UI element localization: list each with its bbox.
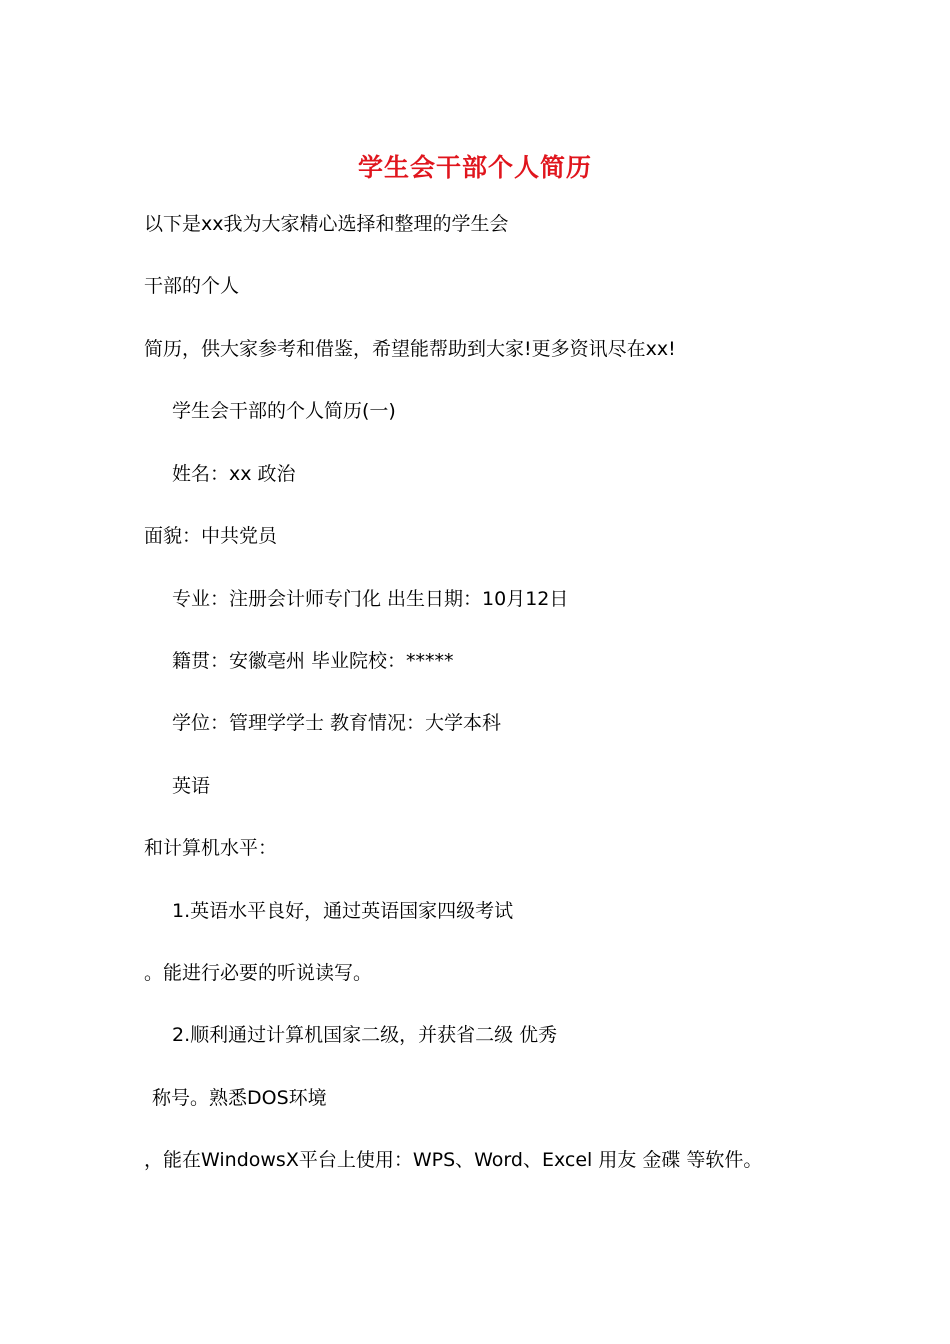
body-line: 以下是xx我为大家精心选择和整理的学生会 [144, 213, 509, 235]
body-line: 简历，供大家参考和借鉴，希望能帮助到大家!更多资讯尽在xx! [144, 338, 676, 360]
document-title: 学生会干部个人简历 [357, 153, 592, 182]
body-line: 和计算机水平： [144, 837, 278, 859]
body-line: 姓名：xx 政治 [172, 463, 296, 485]
body-line: 2.顺利通过计算机国家二级，并获省二级 优秀 [172, 1024, 558, 1046]
body-line: ，能在WindowsX平台上使用：WPS、Word、Excel 用友 金碟 等软件。 [144, 1149, 763, 1171]
body-line: 称号。熟悉DOS环境 [152, 1087, 327, 1109]
body-line: 学位：管理学学士 教育情况：大学本科 [172, 712, 502, 734]
body-line: 。能进行必要的听说读写。 [144, 962, 373, 984]
body-line: 干部的个人 [144, 275, 240, 297]
section-heading: 学生会干部的个人简历(一) [172, 400, 396, 422]
body-line: 面貌：中共党员 [144, 525, 278, 547]
body-line: 籍贯：安徽亳州 毕业院校：***** [172, 650, 454, 672]
body-line: 1.英语水平良好，通过英语国家四级考试 [172, 900, 514, 922]
body-line: 专业：注册会计师专门化 出生日期：10月12日 [172, 588, 569, 610]
body-line: 英语 [172, 775, 211, 797]
